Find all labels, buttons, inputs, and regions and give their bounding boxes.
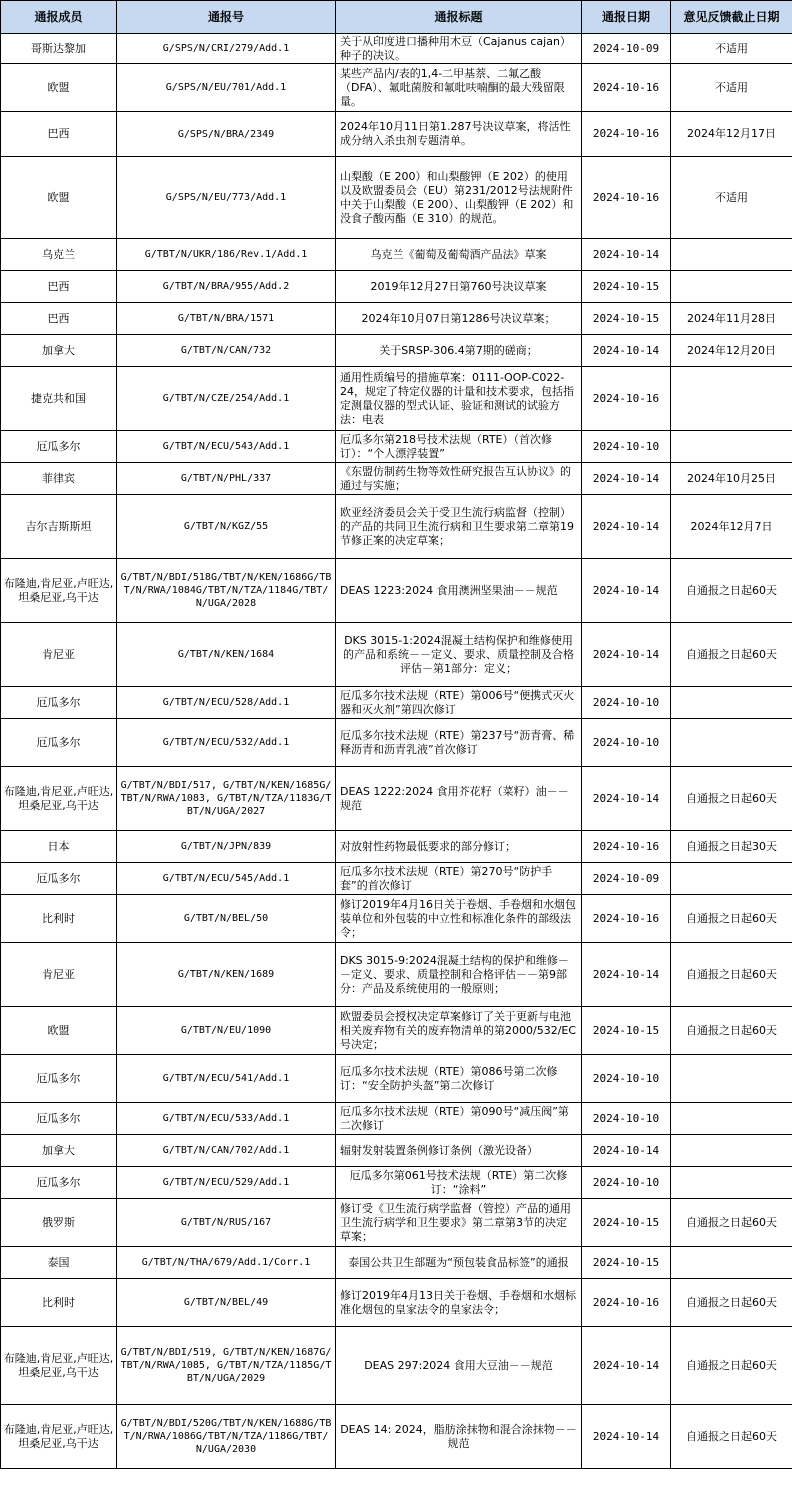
cell-title: 厄瓜多尔技术法规（RTE）第237号“沥青膏、稀释沥青和沥青乳液”首次修订 bbox=[336, 719, 582, 767]
cell-deadline bbox=[671, 239, 792, 271]
cell-member: 吉尔吉斯斯坦 bbox=[1, 495, 117, 559]
table-row bbox=[1, 303, 792, 335]
table-row bbox=[1, 895, 792, 943]
cell-title: DKS 3015-1:2024混凝土结构保护和维修使用的产品和系统－－定义、要求、质量控制及合格评估－第1部分：定义； bbox=[336, 623, 582, 687]
cell-title: 欧亚经济委员会关于受卫生流行病监督（控制）的产品的共同卫生流行病和卫生要求第二章第19节修正案的决定草案； bbox=[336, 495, 582, 559]
cell-date: 2024-10-15 bbox=[582, 1199, 671, 1247]
cell-member: 巴西 bbox=[1, 112, 117, 157]
cell-date: 2024-10-15 bbox=[582, 303, 671, 335]
cell-title: 关于从印度进口播种用木豆（Cajanus cajan）种子的决议。 bbox=[336, 34, 582, 64]
cell-member: 日本 bbox=[1, 831, 117, 863]
cell-date: 2024-10-16 bbox=[582, 831, 671, 863]
cell-member: 布隆迪,肯尼亚,卢旺达,坦桑尼亚,乌干达 bbox=[1, 767, 117, 831]
cell-number: G/SPS/N/EU/773/Add.1 bbox=[117, 157, 336, 239]
cell-title: 修订2019年4月13日关于卷烟、手卷烟和水烟标准化烟包的皇家法令的皇家法令； bbox=[336, 1279, 582, 1327]
cell-deadline: 自通报之日起60天 bbox=[671, 1007, 792, 1055]
table-row bbox=[1, 367, 792, 431]
cell-number: G/SPS/N/BRA/2349 bbox=[117, 112, 336, 157]
cell-deadline: 自通报之日起30天 bbox=[671, 831, 792, 863]
cell-number: G/TBT/N/ECU/545/Add.1 bbox=[117, 863, 336, 895]
cell-number: G/TBT/N/ECU/543/Add.1 bbox=[117, 431, 336, 463]
cell-deadline: 不适用 bbox=[671, 64, 792, 112]
cell-member: 肯尼亚 bbox=[1, 943, 117, 1007]
cell-date: 2024-10-10 bbox=[582, 1167, 671, 1199]
cell-number: G/TBT/N/ECU/529/Add.1 bbox=[117, 1167, 336, 1199]
cell-deadline: 自通报之日起60天 bbox=[671, 623, 792, 687]
cell-member: 泰国 bbox=[1, 1247, 117, 1279]
cell-title: DEAS 1222:2024 食用芥花籽（菜籽）油－－规范 bbox=[336, 767, 582, 831]
cell-deadline: 2024年12月17日 bbox=[671, 112, 792, 157]
cell-date: 2024-10-14 bbox=[582, 463, 671, 495]
cell-number: G/SPS/N/EU/701/Add.1 bbox=[117, 64, 336, 112]
cell-date: 2024-10-15 bbox=[582, 1007, 671, 1055]
cell-deadline: 不适用 bbox=[671, 157, 792, 239]
cell-member: 布隆迪,肯尼亚,卢旺达,坦桑尼亚,乌干达 bbox=[1, 1327, 117, 1405]
cell-member: 布隆迪,肯尼亚,卢旺达,坦桑尼亚,乌干达 bbox=[1, 559, 117, 623]
cell-deadline: 自通报之日起60天 bbox=[671, 1279, 792, 1327]
cell-deadline bbox=[671, 1167, 792, 1199]
table-row bbox=[1, 239, 792, 271]
cell-number: G/TBT/N/BDI/518G/TBT/N/KEN/1686G/TBT/N/RWA/1084G/TBT/N/TZA/1184G/TBT/N/UGA/2028 bbox=[117, 559, 336, 623]
cell-date: 2024-10-09 bbox=[582, 34, 671, 64]
cell-date: 2024-10-14 bbox=[582, 1135, 671, 1167]
cell-member: 厄瓜多尔 bbox=[1, 1103, 117, 1135]
cell-member: 俄罗斯 bbox=[1, 1199, 117, 1247]
cell-title: DKS 3015-9:2024混凝土结构的保护和维修－－定义、要求、质量控制和合格评估－－第9部分：产品及系统使用的一般原则； bbox=[336, 943, 582, 1007]
cell-title: DEAS 14: 2024，脂肪涂抹物和混合涂抹物－－规范 bbox=[336, 1405, 582, 1469]
cell-member: 巴西 bbox=[1, 271, 117, 303]
cell-member: 欧盟 bbox=[1, 157, 117, 239]
table-row bbox=[1, 1279, 792, 1327]
cell-deadline bbox=[671, 367, 792, 431]
table-header-row bbox=[1, 1, 792, 34]
table-row bbox=[1, 623, 792, 687]
cell-title: 2019年12月27日第760号决议草案 bbox=[336, 271, 582, 303]
cell-deadline: 自通报之日起60天 bbox=[671, 1405, 792, 1469]
table-row bbox=[1, 431, 792, 463]
cell-date: 2024-10-14 bbox=[582, 495, 671, 559]
cell-member: 厄瓜多尔 bbox=[1, 863, 117, 895]
cell-title: 厄瓜多尔技术法规（RTE）第270号“防护手套”的首次修订 bbox=[336, 863, 582, 895]
cell-member: 乌克兰 bbox=[1, 239, 117, 271]
cell-member: 布隆迪,肯尼亚,卢旺达,坦桑尼亚,乌干达 bbox=[1, 1405, 117, 1469]
table-row bbox=[1, 767, 792, 831]
cell-member: 加拿大 bbox=[1, 1135, 117, 1167]
cell-deadline bbox=[671, 863, 792, 895]
cell-deadline bbox=[671, 1135, 792, 1167]
table-row bbox=[1, 1405, 792, 1469]
cell-date: 2024-10-14 bbox=[582, 943, 671, 1007]
table-row bbox=[1, 863, 792, 895]
table-row bbox=[1, 34, 792, 64]
cell-date: 2024-10-10 bbox=[582, 719, 671, 767]
cell-title: DEAS 297:2024 食用大豆油－－规范 bbox=[336, 1327, 582, 1405]
cell-title: 厄瓜多尔第218号技术法规（RTE）（首次修订）：“个人漂浮装置” bbox=[336, 431, 582, 463]
cell-deadline: 自通报之日起60天 bbox=[671, 559, 792, 623]
cell-member: 捷克共和国 bbox=[1, 367, 117, 431]
cell-number: G/TBT/N/BEL/49 bbox=[117, 1279, 336, 1327]
cell-date: 2024-10-14 bbox=[582, 1327, 671, 1405]
cell-date: 2024-10-16 bbox=[582, 157, 671, 239]
cell-title: 山梨酸（E 200）和山梨酸钾（E 202）的使用以及欧盟委员会（EU）第231/2012号法规附件中关于山梨酸（E 200）、山梨酸钾（E 202）和没食子酸丙酯（E 310）的规范。 bbox=[336, 157, 582, 239]
cell-number: G/TBT/N/ECU/533/Add.1 bbox=[117, 1103, 336, 1135]
cell-title: 厄瓜多尔技术法规（RTE）第090号“减压阀”第二次修订 bbox=[336, 1103, 582, 1135]
cell-member: 肯尼亚 bbox=[1, 623, 117, 687]
table-row bbox=[1, 112, 792, 157]
cell-number: G/TBT/N/KEN/1684 bbox=[117, 623, 336, 687]
cell-number: G/TBT/N/BDI/517, G/TBT/N/KEN/1685G/TBT/N/RWA/1083, G/TBT/N/TZA/1183G/TBT/N/UGA/2027 bbox=[117, 767, 336, 831]
cell-member: 厄瓜多尔 bbox=[1, 719, 117, 767]
cell-title: 通用性质编号的措施草案：0111-OOP-C022-24，规定了特定仪器的计量和技术要求，包括指定测量仪器的型式认证、验证和测试的试验方法：电表 bbox=[336, 367, 582, 431]
header-number: 通报号 bbox=[117, 1, 336, 34]
cell-title: 2024年10月11日第1.287号决议草案，将活性成分纳入杀虫剂专题清单。 bbox=[336, 112, 582, 157]
cell-title: 关于SRSP-306.4第7期的磋商； bbox=[336, 335, 582, 367]
cell-number: G/TBT/N/CAN/702/Add.1 bbox=[117, 1135, 336, 1167]
table-row bbox=[1, 687, 792, 719]
cell-deadline bbox=[671, 687, 792, 719]
table-row bbox=[1, 1199, 792, 1247]
cell-title: 2024年10月07日第1286号决议草案； bbox=[336, 303, 582, 335]
table-row bbox=[1, 495, 792, 559]
cell-number: G/TBT/N/BDI/519, G/TBT/N/KEN/1687G/TBT/N/RWA/1085, G/TBT/N/TZA/1185G/TBT/N/UGA/2029 bbox=[117, 1327, 336, 1405]
table-row bbox=[1, 335, 792, 367]
table-row bbox=[1, 157, 792, 239]
cell-member: 比利时 bbox=[1, 895, 117, 943]
cell-deadline: 2024年10月25日 bbox=[671, 463, 792, 495]
cell-number: G/TBT/N/EU/1090 bbox=[117, 1007, 336, 1055]
cell-number: G/TBT/N/BRA/1571 bbox=[117, 303, 336, 335]
cell-number: G/TBT/N/BDI/520G/TBT/N/KEN/1688G/TBT/N/RWA/1086G/TBT/N/TZA/1186G/TBT/N/UGA/2030 bbox=[117, 1405, 336, 1469]
cell-number: G/TBT/N/BRA/955/Add.2 bbox=[117, 271, 336, 303]
table-row bbox=[1, 1327, 792, 1405]
cell-title: 辐射发射装置条例修订条例（激光设备） bbox=[336, 1135, 582, 1167]
cell-title: 修订2019年4月16日关于卷烟、手卷烟和水烟包装单位和外包装的中立性和标准化条件的部级法令； bbox=[336, 895, 582, 943]
cell-title: 某些产品内/表的1,4-二甲基萘、二氟乙酸（DFA）、氟吡菌胺和氟吡呋喃酮的最大残留限量。 bbox=[336, 64, 582, 112]
cell-number: G/TBT/N/ECU/541/Add.1 bbox=[117, 1055, 336, 1103]
header-date: 通报日期 bbox=[582, 1, 671, 34]
cell-member: 欧盟 bbox=[1, 64, 117, 112]
cell-number: G/TBT/N/UKR/186/Rev.1/Add.1 bbox=[117, 239, 336, 271]
cell-deadline bbox=[671, 431, 792, 463]
cell-title: 修订受《卫生流行病学监督（管控）产品的通用卫生流行病学和卫生要求》第二章第3节的决定草案； bbox=[336, 1199, 582, 1247]
table-row bbox=[1, 1103, 792, 1135]
header-title: 通报标题 bbox=[336, 1, 582, 34]
cell-date: 2024-10-14 bbox=[582, 623, 671, 687]
cell-date: 2024-10-16 bbox=[582, 895, 671, 943]
cell-member: 加拿大 bbox=[1, 335, 117, 367]
cell-date: 2024-10-16 bbox=[582, 112, 671, 157]
cell-member: 欧盟 bbox=[1, 1007, 117, 1055]
cell-title: 对放射性药物最低要求的部分修订； bbox=[336, 831, 582, 863]
header-member: 通报成员 bbox=[1, 1, 117, 34]
cell-number: G/TBT/N/ECU/532/Add.1 bbox=[117, 719, 336, 767]
cell-date: 2024-10-14 bbox=[582, 767, 671, 831]
cell-number: G/TBT/N/ECU/528/Add.1 bbox=[117, 687, 336, 719]
cell-member: 厄瓜多尔 bbox=[1, 1167, 117, 1199]
cell-deadline: 2024年12月7日 bbox=[671, 495, 792, 559]
cell-title: 乌克兰《葡萄及葡萄酒产品法》草案 bbox=[336, 239, 582, 271]
cell-deadline: 自通报之日起60天 bbox=[671, 1199, 792, 1247]
table-row bbox=[1, 719, 792, 767]
cell-date: 2024-10-16 bbox=[582, 64, 671, 112]
cell-date: 2024-10-14 bbox=[582, 559, 671, 623]
cell-deadline bbox=[671, 1247, 792, 1279]
cell-deadline: 2024年12月20日 bbox=[671, 335, 792, 367]
cell-number: G/TBT/N/BEL/50 bbox=[117, 895, 336, 943]
cell-date: 2024-10-16 bbox=[582, 367, 671, 431]
cell-date: 2024-10-09 bbox=[582, 863, 671, 895]
cell-deadline: 自通报之日起60天 bbox=[671, 943, 792, 1007]
cell-date: 2024-10-10 bbox=[582, 431, 671, 463]
table-row bbox=[1, 1007, 792, 1055]
cell-date: 2024-10-14 bbox=[582, 239, 671, 271]
cell-number: G/SPS/N/CRI/279/Add.1 bbox=[117, 34, 336, 64]
table-row bbox=[1, 1247, 792, 1279]
table-row bbox=[1, 64, 792, 112]
cell-number: G/TBT/N/KGZ/55 bbox=[117, 495, 336, 559]
table-row bbox=[1, 1167, 792, 1199]
cell-number: G/TBT/N/PHL/337 bbox=[117, 463, 336, 495]
cell-member: 厄瓜多尔 bbox=[1, 431, 117, 463]
table-row bbox=[1, 943, 792, 1007]
cell-number: G/TBT/N/CAN/732 bbox=[117, 335, 336, 367]
cell-title: 欧盟委员会授权决定草案修订了关于更新与电池相关废弃物有关的废弃物清单的第2000/532/EC号决定； bbox=[336, 1007, 582, 1055]
cell-title: 厄瓜多尔第061号技术法规（RTE）第二次修订：“涂料” bbox=[336, 1167, 582, 1199]
cell-title: DEAS 1223:2024 食用澳洲坚果油－－规范 bbox=[336, 559, 582, 623]
cell-member: 比利时 bbox=[1, 1279, 117, 1327]
cell-number: G/TBT/N/RUS/167 bbox=[117, 1199, 336, 1247]
cell-member: 厄瓜多尔 bbox=[1, 687, 117, 719]
cell-deadline bbox=[671, 719, 792, 767]
cell-member: 巴西 bbox=[1, 303, 117, 335]
cell-member: 菲律宾 bbox=[1, 463, 117, 495]
cell-member: 哥斯达黎加 bbox=[1, 34, 117, 64]
cell-title: 《东盟仿制药生物等效性研究报告互认协议》的通过与实施； bbox=[336, 463, 582, 495]
cell-title: 厄瓜多尔技术法规（RTE）第006号“便携式灭火器和灭火剂”第四次修订 bbox=[336, 687, 582, 719]
table-row bbox=[1, 1135, 792, 1167]
cell-member: 厄瓜多尔 bbox=[1, 1055, 117, 1103]
cell-deadline: 2024年11月28日 bbox=[671, 303, 792, 335]
cell-deadline: 自通报之日起60天 bbox=[671, 895, 792, 943]
cell-deadline: 自通报之日起60天 bbox=[671, 767, 792, 831]
cell-number: G/TBT/N/CZE/254/Add.1 bbox=[117, 367, 336, 431]
cell-title: 泰国公共卫生部题为“预包装食品标签”的通报 bbox=[336, 1247, 582, 1279]
cell-date: 2024-10-14 bbox=[582, 1405, 671, 1469]
table-row bbox=[1, 831, 792, 863]
cell-title: 厄瓜多尔技术法规（RTE）第086号第二次修订：“安全防护头盔”第二次修订 bbox=[336, 1055, 582, 1103]
cell-date: 2024-10-15 bbox=[582, 271, 671, 303]
table-row bbox=[1, 463, 792, 495]
cell-date: 2024-10-10 bbox=[582, 1103, 671, 1135]
header-deadline: 意见反馈截止日期 bbox=[671, 1, 792, 34]
table-row bbox=[1, 271, 792, 303]
cell-number: G/TBT/N/JPN/839 bbox=[117, 831, 336, 863]
cell-number: G/TBT/N/THA/679/Add.1/Corr.1 bbox=[117, 1247, 336, 1279]
cell-date: 2024-10-10 bbox=[582, 687, 671, 719]
cell-date: 2024-10-16 bbox=[582, 1279, 671, 1327]
cell-date: 2024-10-10 bbox=[582, 1055, 671, 1103]
cell-date: 2024-10-14 bbox=[582, 335, 671, 367]
cell-deadline: 自通报之日起60天 bbox=[671, 1327, 792, 1405]
cell-date: 2024-10-15 bbox=[582, 1247, 671, 1279]
table-body bbox=[1, 34, 792, 1469]
cell-deadline: 不适用 bbox=[671, 34, 792, 64]
cell-deadline bbox=[671, 1055, 792, 1103]
cell-number: G/TBT/N/KEN/1689 bbox=[117, 943, 336, 1007]
table-row bbox=[1, 1055, 792, 1103]
cell-deadline bbox=[671, 1103, 792, 1135]
table-row bbox=[1, 559, 792, 623]
cell-deadline bbox=[671, 271, 792, 303]
